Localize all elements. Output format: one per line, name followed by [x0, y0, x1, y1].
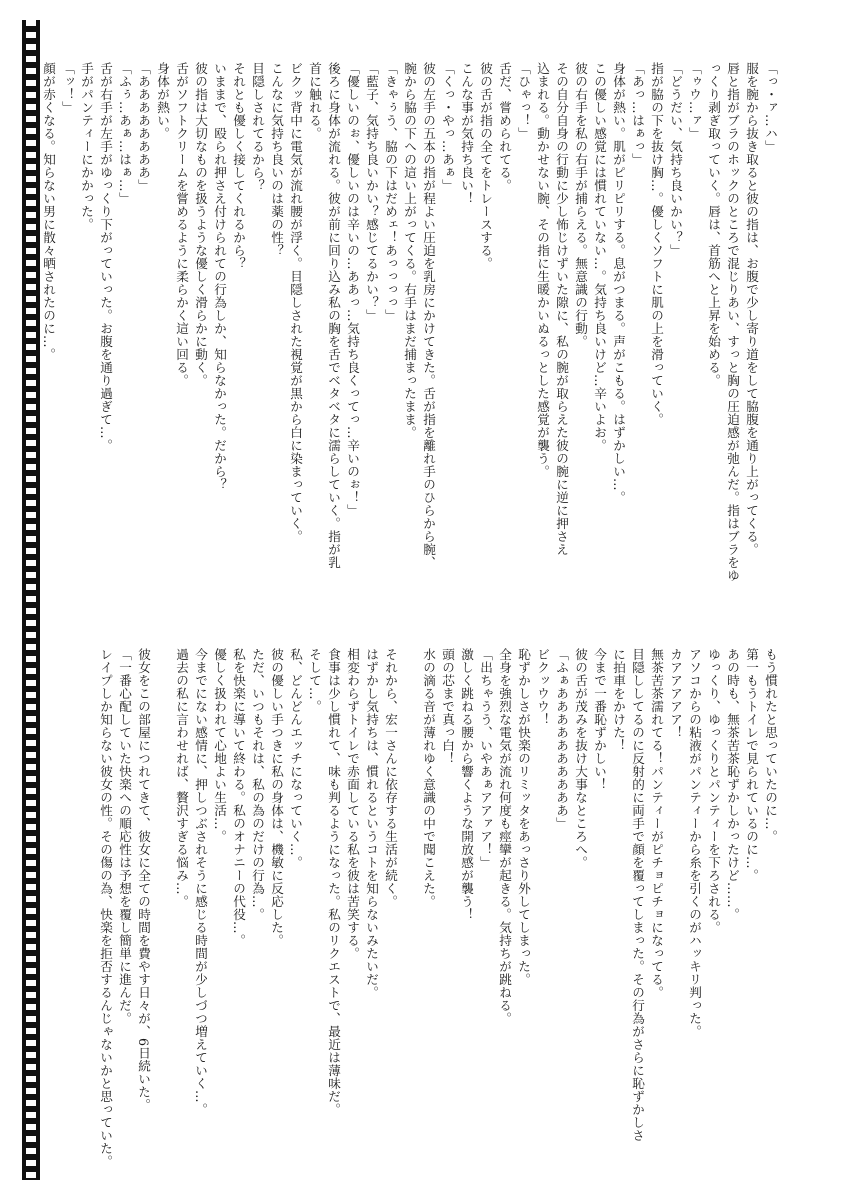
text-line: はずかし気持ちは、慣れるというコトを知らないみたいだ。 [364, 648, 379, 999]
text-line: こんな事が気持ち良い！ [459, 62, 474, 205]
text-line: 服を腕から抜き取ると彼の指は、お腹で少し寄り道をして脇腹を通り上がってくる。 [744, 62, 759, 556]
text-line: 「ああああああああ」 [136, 62, 151, 192]
text-line: 今まで一番恥ずかしい！ [592, 648, 607, 791]
text-line: 「出ちゃうう、いやあぁアアァア！」 [478, 648, 493, 869]
text-line: アソコからの粘液がパンティーから糸を引くのがハッキリ判った。 [687, 648, 702, 1038]
text-line: 腕から脇の下への這い上がってくる。右手はまだ捕まったまま。 [402, 62, 417, 439]
text-line: 第一もうトイレで見られているのに…。 [744, 648, 759, 882]
text-line: 彼の舌が茂みを抜け大事なところへ。 [573, 648, 588, 869]
text-line: もう慣れたと思っていたのに…。 [763, 648, 778, 843]
text-line: いままで、殴られ押さえ付けられての行為しか、知らなかった。だから？ [212, 62, 227, 491]
text-line: あの時も、無茶苦茶恥ずかしかったけど……。 [725, 648, 740, 921]
text-line: 私を快楽に導いて終わる。私のオナニーの代役…。 [231, 648, 246, 947]
text-line: 「ひゃっ！」 [516, 62, 531, 140]
text-line: っくり剥ぎ取っていく。唇は、首筋へと上昇を始める。 [706, 62, 721, 387]
text-line: 顔が赤くなる。知らない男に散々晒されたのに…。 [41, 62, 56, 361]
text-line: 「優しいのぉ、優しいのは辛いの…ああっ…気持ち良くってっ…辛いのぉ！」 [345, 62, 360, 517]
text-line: 無茶苦茶濡れてる！パンティーがピチョピチョになってる。 [649, 648, 664, 999]
text-line: 目隠しされてるから？ [250, 62, 265, 192]
text-line [400, 648, 419, 1183]
text-line: に拍車をかけた！ [611, 648, 626, 752]
text-line: 「一番心配していた快楽への順応性は予想を覆し簡単に進んだ。 [117, 648, 132, 1025]
text-line: 全身を強烈な電気が流れ何度も痙攣が起きる。気持ちが跳ねる。 [497, 648, 512, 1025]
text-line: 「きゃぅう、脇の下はだめェ！あっっっっ」 [383, 62, 398, 322]
text-line: 「どうだい、気持ち良いかい？」 [668, 62, 683, 257]
text-line: 「藍子、気持ち良いかい？感じてるかい？」 [364, 62, 379, 322]
text-line: 「ッ！」 [60, 62, 75, 114]
film-strip-border [22, 20, 40, 1180]
text-line: 首に触れる。 [307, 62, 322, 140]
text-line: 「くっ・やっ…あぁ」 [440, 62, 455, 192]
text-line: 恥ずかしさが快楽のリミッタをあっさり外してしまった。 [516, 648, 531, 986]
text-line: 過去の私に言わせれば、贅沢すぎる悩み…。 [174, 648, 189, 908]
text-line: 私、どんどんエッチになっていく…。 [288, 648, 303, 869]
text-line: その自分自身の行動に少し怖じけずいた隙に、私の腕が取らえた彼の腕に逆に押さえ [554, 62, 569, 556]
text-line: 彼女をこの部屋につれてきて、彼女に全ての時間を費やす日々が、6日続いた。 [136, 648, 151, 1112]
text-line: 水の滴る音が薄れゆく意識の中で聞こえた。 [421, 648, 436, 908]
text-line: それとも優しく接してくれるから？ [231, 62, 246, 270]
text-line: 手がパンティーにかかった。 [79, 62, 94, 231]
text-line: 「ふぁああああああああああ」 [554, 648, 569, 830]
text-line: 優しく扱われて心地よい生活…。 [212, 648, 227, 843]
text-line: 彼の優しい手つきに私の身体は、機敏に反応した。 [269, 648, 284, 947]
text-line: それから、宏一さんに依存する生活が続く。 [383, 648, 398, 908]
text-line: 「ゥウ…ァ」 [687, 62, 702, 140]
text-line: 激しく跳ねる腰から響くような開放感が襲う！ [459, 648, 474, 921]
text-line: カアアアアア！ [668, 648, 683, 739]
text-line: 込まれる。動かせない腕、その指に生暖かいぬるっとした感覚が襲う。 [535, 62, 550, 478]
text-line: 今までにない感情に、押しつぶされそうに感じる時間が少しづつ増えていく…。 [193, 648, 208, 1116]
text-line: 食事は少し慣れて、味も判るようになった。私のリクエストで、最近は薄味だ。 [326, 648, 341, 1116]
text-line: 舌が右手が左手がゆっくり下がっていった。お腹を通り過ぎて…。 [98, 62, 113, 452]
text-line: ビクッウウ！ [535, 648, 550, 726]
film-strip-perforations [26, 20, 36, 1180]
text-line: レイプしか知らない彼女の性。その傷の為、快楽を拒否するんじゃないかと思っていた。 [98, 648, 113, 1168]
text-line: この優しい感覚には慣れていない…。気持ち良いけど…辛いよお。 [592, 62, 607, 452]
text-line: 舌がソフトクリームを嘗めるように柔らかく這い回る。 [174, 62, 189, 387]
text-line: 彼の舌が指の全てをトレースする。 [478, 62, 493, 270]
text-line: 身体が熱い。肌がピリピリする。息がつまる。声がこもる。はずかしい…。 [611, 62, 626, 504]
text-line: そして…。 [307, 648, 322, 713]
text-line: こんなに気持ち良いのは薬の性？ [269, 62, 284, 257]
text-line: 「っ・ァ…ハ」 [763, 62, 778, 153]
text-line: ゆっくり、ゆっくりとパンティーを下ろされる。 [706, 648, 721, 934]
text-line: 身体が熱い。 [155, 62, 170, 140]
story-text-upper [41, 62, 780, 597]
text-line: 彼の指は大切なものを扱うような優しく滑らかに動く。 [193, 62, 208, 387]
text-line: 頭の芯まで真っ白！ [440, 648, 455, 765]
story-text-lower [80, 648, 780, 1183]
text-line: 唇と指がブラのホックのところで混じりあい、すっと胸の圧迫感が弛んだ。指はブラをゆ [725, 62, 740, 582]
text-line: 後ろに身体が流れる。彼が前に回り込み私の胸を舌でベタベタに濡らしていく。指が乳 [326, 62, 341, 569]
text-line: 目隠ししてるのに反射的に両手で顔を覆ってしまった。その行為がさらに恥ずかしさ [630, 648, 645, 1142]
text-line: ビクッ背中に電気が流れ腰が浮く。目隠しされた視覚が黒から白に染まっていく。 [288, 62, 303, 543]
text-line: 指が脇の下を抜け胸…。優しくソフトに肌の上を滑っていく。 [649, 62, 664, 426]
text-line: 彼の左手の五本の指が程よい圧迫を乳房にかけてきた。舌が指を離れ手のひらから腕、 [421, 62, 436, 569]
text-line: ただ、いつもそれは、私の為のだけの行為…。 [250, 648, 265, 921]
text-line [153, 648, 172, 1183]
text-line: 相変わらずトイレで赤面している私を彼は苦笑する。 [345, 648, 360, 960]
text-line: 舌だ、嘗められてる。 [497, 62, 512, 192]
text-line: 「あっ…はぁっ」 [630, 62, 645, 166]
text-line: 「ふぅ…あぁ…はぁ…」 [117, 62, 132, 205]
text-line: 彼の右手を私の右手が捕らえる。無意識の行動。 [573, 62, 588, 348]
